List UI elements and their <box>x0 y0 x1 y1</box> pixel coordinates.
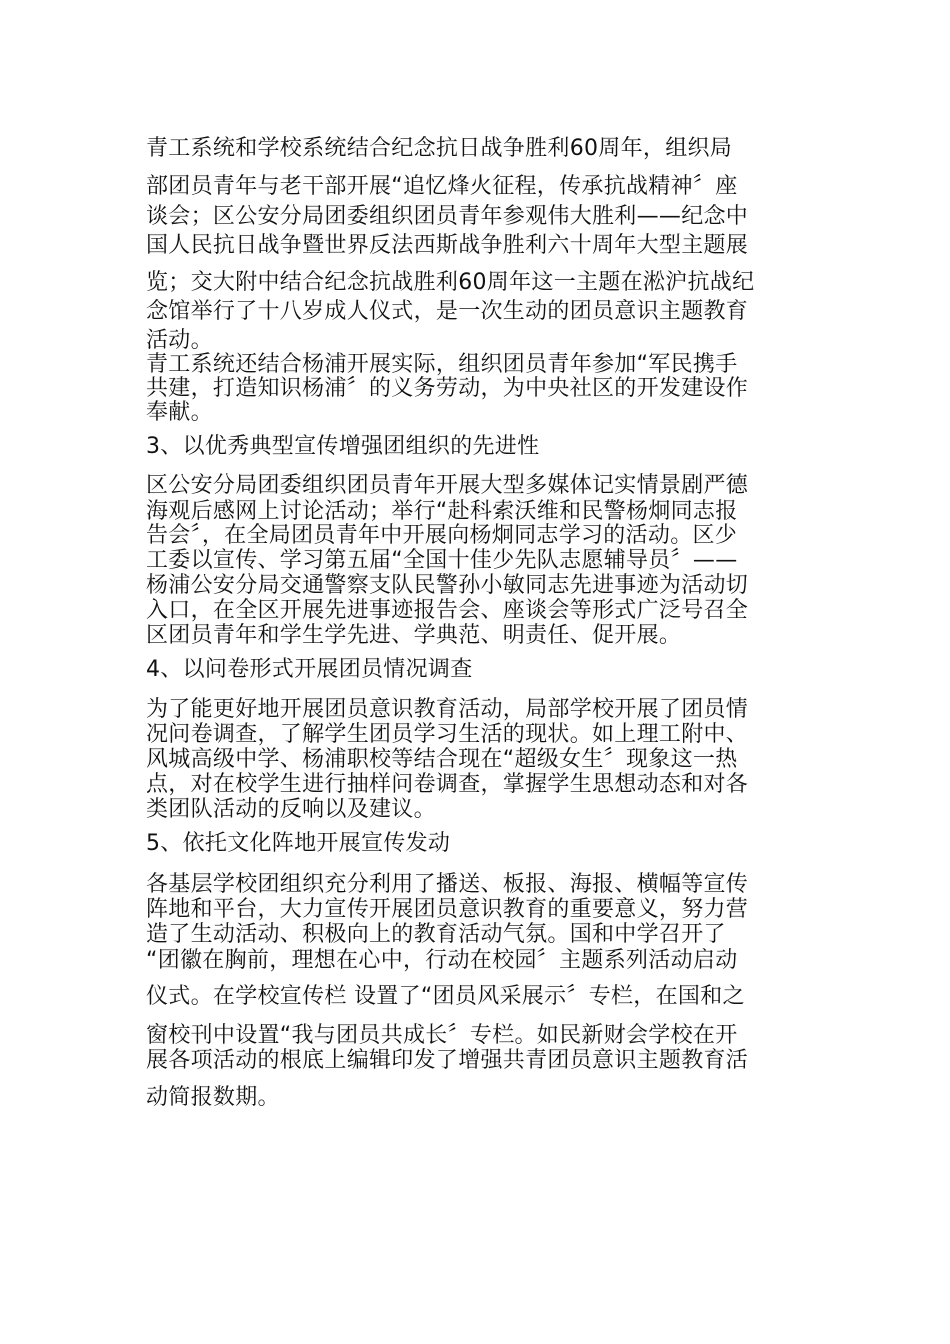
text-line: 况问卷调查，了解学生团员学习生活的现状。如上理工附中、 <box>146 722 749 747</box>
section-heading: 4、以问卷形式开展团员情况调查 <box>146 657 473 682</box>
text-line: 告会〞，在全局团员青年中开展向杨炯同志学习的活动。区少 <box>146 523 738 548</box>
text-line: 海观后感网上讨论活动；举行“赴科索沃维和民警杨炯同志报 <box>146 499 738 524</box>
text-line: 为了能更好地开展团员意识教育活动，局部学校开展了团员情 <box>146 697 749 722</box>
text-line: 览；交大附中结合纪念抗战胜利60周年这一主题在淞沪抗战纪 <box>146 270 755 295</box>
text-line: 青工系统和学校系统结合纪念抗日战争胜利60周年，组织局 <box>146 136 733 161</box>
text-line: 展各项活动的根底上编辑印发了增强共青团员意识主题教育活 <box>146 1048 749 1073</box>
text-line: 国人民抗日战争暨世界反法西斯战争胜利六十周年大型主题展 <box>146 233 749 258</box>
text-line: 谈会；区公安分局团委组织团员青年参观伟大胜利——纪念中 <box>146 204 749 229</box>
text-line: 类团队活动的反响以及建议。 <box>146 797 436 822</box>
text-line: 部团员青年与老干部开展“追忆烽火征程，传承抗战精神〞座 <box>146 174 738 199</box>
text-line: 仪式。在学校宣传栏 设置了“团员风采展示〞专栏，在国和之 <box>146 984 745 1009</box>
text-line: 区团员青年和学生学先进、学典范、明责任、促开展。 <box>146 623 682 648</box>
text-line: 工委以宣传、学习第五届“全国十佳少先队志愿辅导员〞—— <box>146 548 738 573</box>
text-line: 阵地和平台，大力宣传开展团员意识教育的重要意义，努力营 <box>146 897 749 922</box>
text-line: “团徽在胸前，理想在心中，行动在校园〞主题系列活动启动 <box>146 948 738 973</box>
text-line: 共建，打造知识杨浦〞的义务劳动，为中央社区的开发建设作 <box>146 376 749 401</box>
section-heading: 5、依托文化阵地开展宣传发动 <box>146 831 451 856</box>
text-line: 念馆举行了十八岁成人仪式，是一次生动的团员意识主题教育 <box>146 299 749 324</box>
text-line: 造了生动活动、积极向上的教育活动气氛。国和中学召开了 <box>146 922 726 947</box>
text-line: 动简报数期。 <box>146 1085 280 1110</box>
text-line: 奉献。 <box>146 400 213 425</box>
text-line: 青工系统还结合杨浦开展实际，组织团员青年参加“军民携手 <box>146 352 738 377</box>
text-line: 杨浦公安分局交通警察支队民警孙小敏同志先进事迹为活动切 <box>146 573 749 598</box>
text-line: 活动。 <box>146 328 213 353</box>
text-line: 风城高级中学、杨浦职校等结合现在“超级女生〞现象这一热 <box>146 747 738 772</box>
text-line: 入口，在全区开展先进事迹报告会、座谈会等形式广泛号召全 <box>146 598 749 623</box>
text-line: 区公安分局团委组织团员青年开展大型多媒体记实情景剧严德 <box>146 473 749 498</box>
text-line: 窗校刊中设置“我与团员共成长〞专栏。如民新财会学校在开 <box>146 1023 738 1048</box>
text-line: 点，对在校学生进行抽样问卷调查，掌握学生思想动态和对各 <box>146 772 749 797</box>
text-line: 各基层学校团组织充分利用了播送、板报、海报、横幅等宣传 <box>146 872 749 897</box>
section-heading: 3、以优秀典型宣传增强团组织的先进性 <box>146 434 540 459</box>
